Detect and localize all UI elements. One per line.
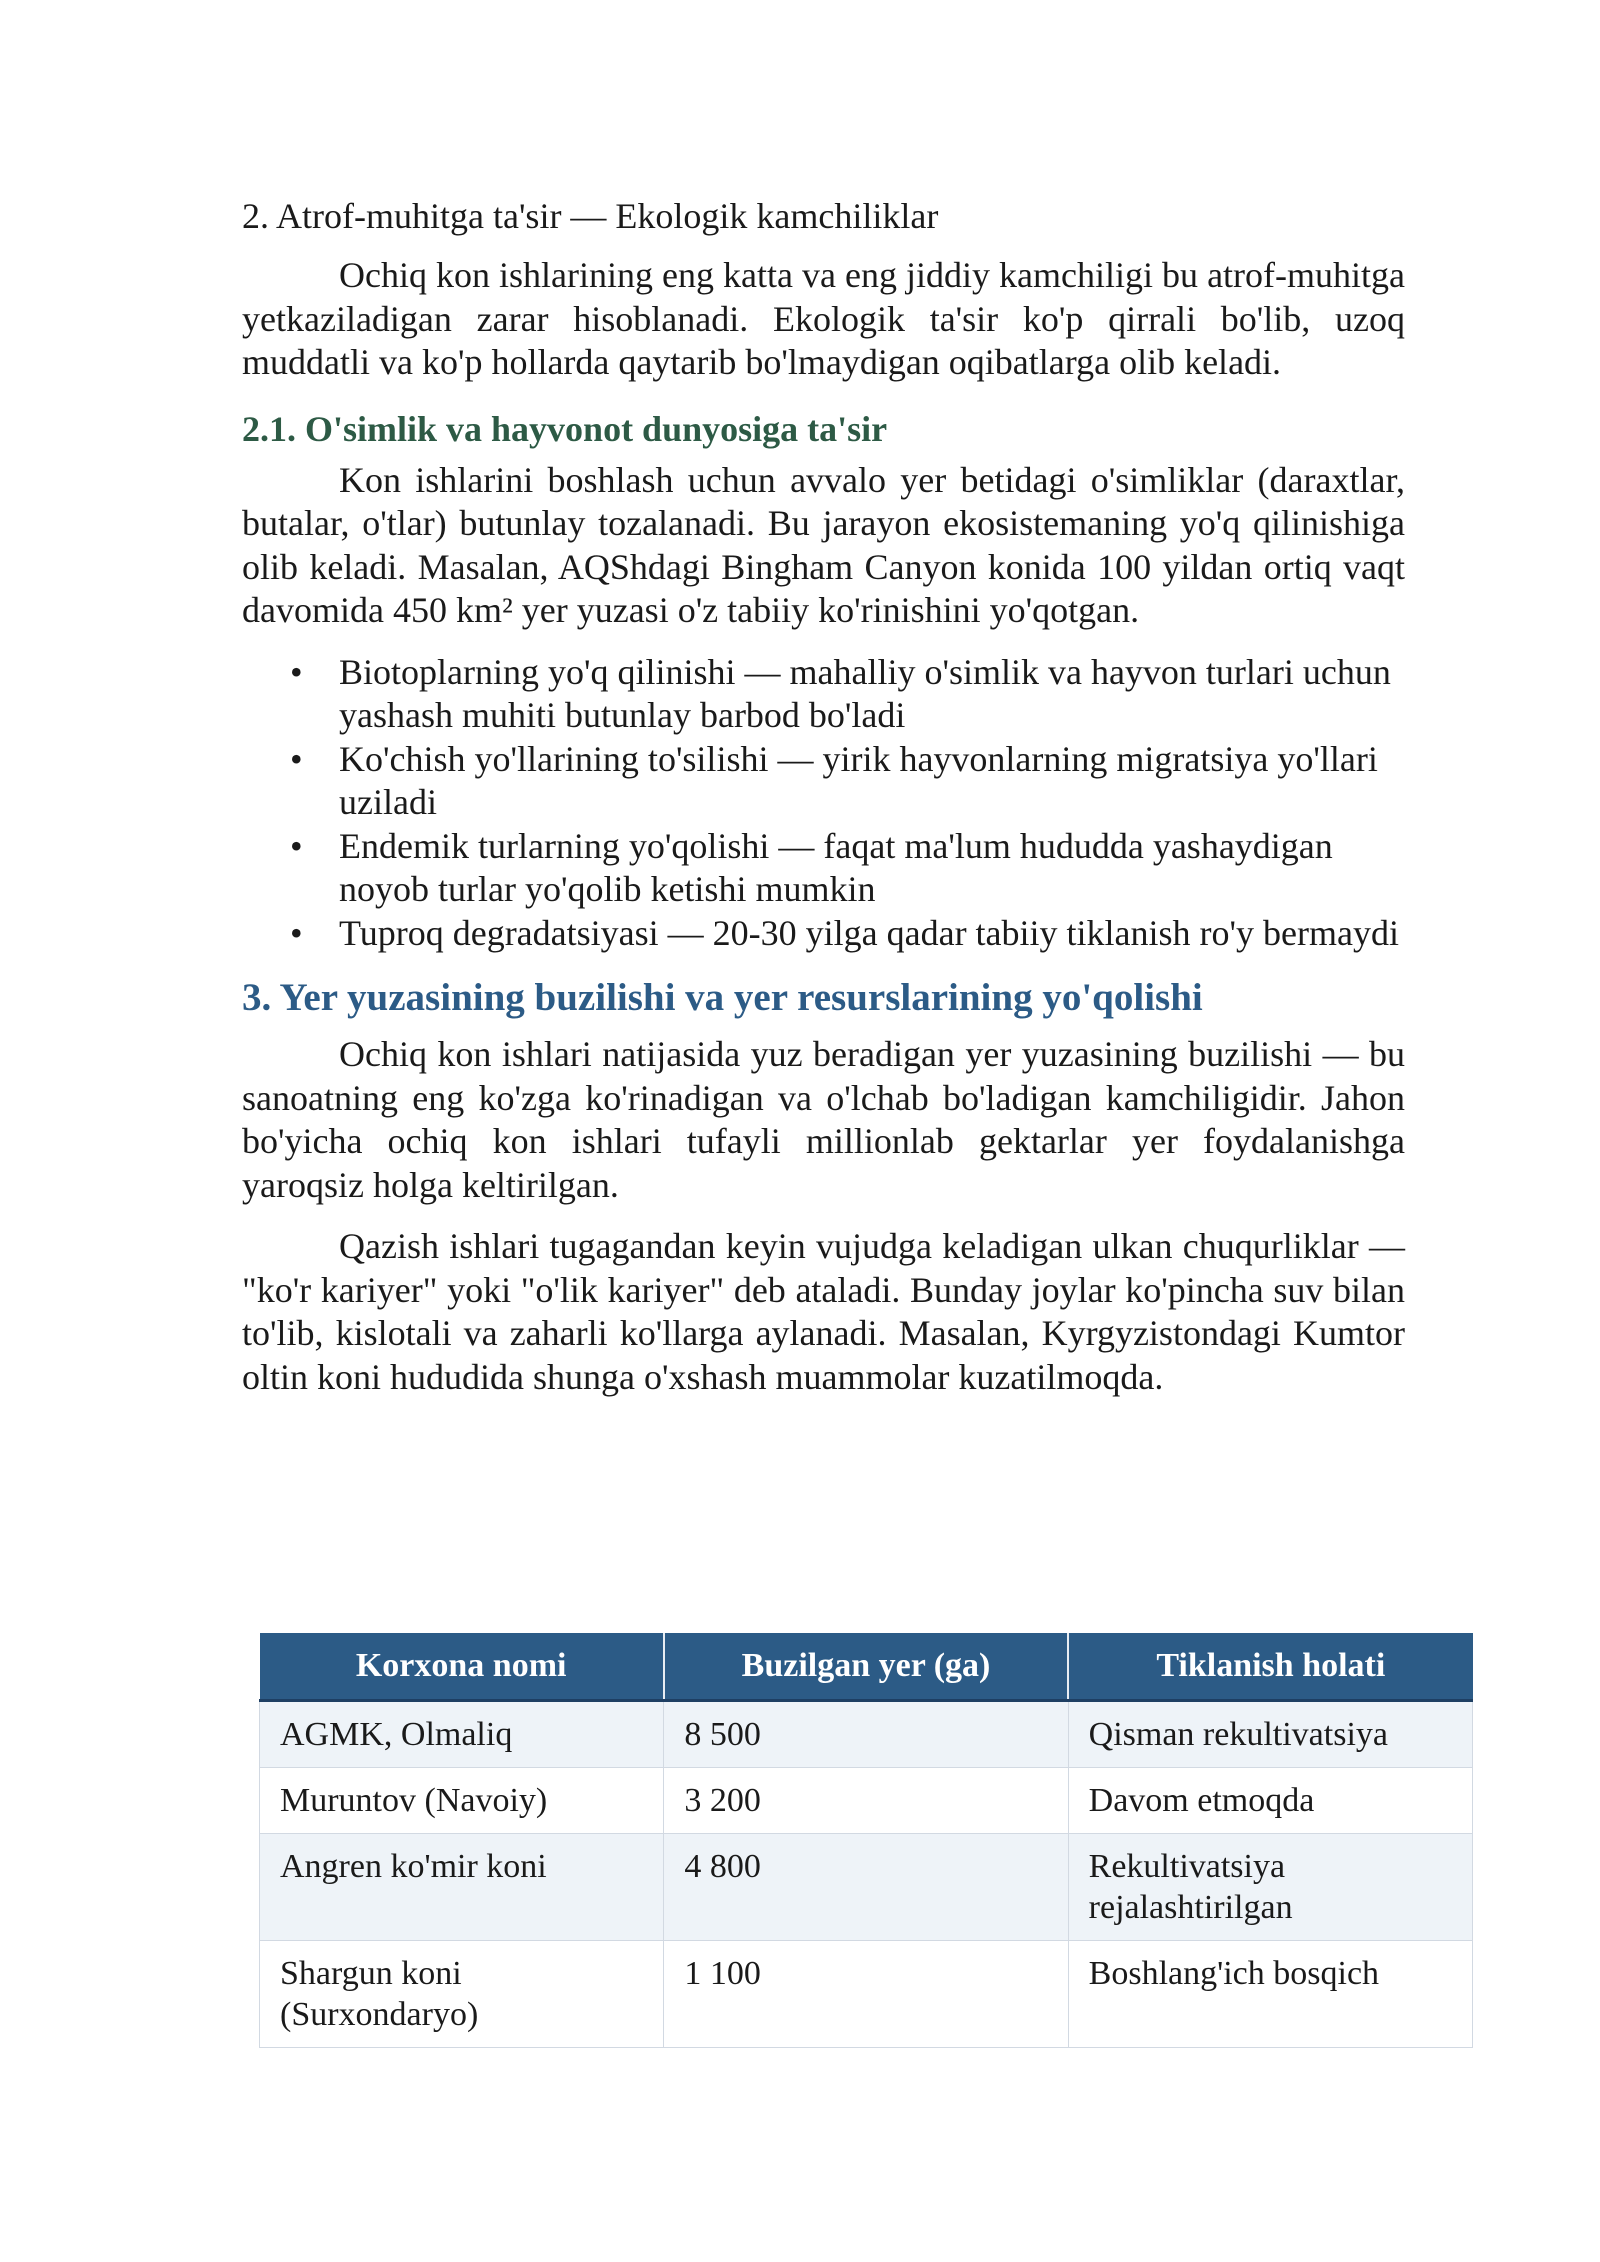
bullet-icon: •: [290, 825, 303, 866]
section-3-paragraph-2: Qazish ishlari tugagandan keyin vujudga keladigan ulkan chuqurliklar — "ko'r kariyer" yoki "o'lik kariyer" deb ataladi. Bunday joylar ko'pincha suv bilan to'lib, kislotali va zaharli ko'llarga aylanadi. Masalan, Kyrgyzistondagi Kumtor oltin koni hududida shunga o'xshash muammolar kuzatilmoqda.: [242, 1226, 1405, 1397]
table-cell: 3 200: [664, 1768, 1068, 1834]
bullet-icon: •: [290, 651, 303, 692]
list-item: [242, 651, 1409, 738]
table-cell: Shargun koni (Surxondaryo): [260, 1941, 664, 2048]
table-cell: Boshlang'ich bosqich: [1068, 1941, 1472, 2048]
table-cell: 4 800: [664, 1834, 1068, 1941]
impact-list: [242, 651, 1405, 956]
list-item-text: Endemik turlarning yo'qolishi — faqat ma'lum hududda yashaydigan noyob turlar yo'qolib ketishi mumkin: [339, 825, 1333, 909]
bullet-icon: •: [290, 912, 303, 953]
table-cell: Davom etmoqda: [1068, 1768, 1472, 1834]
list-item-text: Ko'chish yo'llarining to'silishi — yirik hayvonlarning migratsiya yo'llari uziladi: [339, 738, 1378, 822]
list-item: [242, 825, 1409, 912]
table-cell: 8 500: [664, 1701, 1068, 1768]
table-cell: AGMK, Olmaliq: [260, 1701, 664, 1768]
section-3-title: 3. Yer yuzasining buzilishi va yer resurslarining yo'qolishi: [242, 976, 1203, 1019]
table-cell: Rekultivatsiya rejalashtirilgan: [1068, 1834, 1472, 1941]
table-row: [260, 1941, 1473, 2048]
land-damage-table: [259, 1633, 1473, 2048]
table-row: [260, 1834, 1473, 1941]
table-cell: 1 100: [664, 1941, 1068, 2048]
table-header-cell: Buzilgan yer (ga): [664, 1633, 1068, 1701]
land-damage-table-wrapper: [259, 1633, 1473, 2048]
section-2-intro: Ochiq kon ishlarining eng katta va eng jiddiy kamchiligi bu atrof-muhitga yetkaziladigan zarar hisoblanadi. Ekologik ta'sir ko'p qirrali bo'lib, uzoq muddatli va ko'p hollarda qaytarib bo'lmaydigan oqibatlarga olib keladi.: [242, 255, 1405, 382]
table-cell: Muruntov (Navoiy): [260, 1768, 664, 1834]
document-page: [242, 190, 1405, 1417]
section-2-1-title: 2.1. O'simlik va hayvonot dunyosiga ta'sir: [242, 408, 888, 449]
table-header-row: [260, 1633, 1473, 1701]
list-item-text: Tuproq degradatsiyasi — 20-30 yilga qadar tabiiy tiklanish ro'y bermaydi: [339, 912, 1399, 953]
list-item: [242, 912, 1409, 956]
bullet-icon: •: [290, 738, 303, 779]
table-cell: Qisman rekultivatsiya: [1068, 1701, 1472, 1768]
table-header-cell: Korxona nomi: [260, 1633, 664, 1701]
table-cell: Angren ko'mir koni: [260, 1834, 664, 1941]
list-item: [242, 738, 1409, 825]
section-2-1-paragraph: Kon ishlarini boshlash uchun avvalo yer betidagi o'simliklar (daraxtlar, butalar, o'tlar) butunlay tozalanadi. Bu jarayon ekosistemaning yo'q qilinishiga olib keladi. Masalan, AQShdagi Bingham Canyon konida 100 yildan ortiq vaqt davomida 450 km² yer yuzasi o'z tabiiy ko'rinishini yo'qotgan.: [242, 459, 1405, 630]
table-header-cell: Tiklanish holati: [1068, 1633, 1472, 1701]
table-row: [260, 1701, 1473, 1768]
list-item-text: Biotoplarning yo'q qilinishi — mahalliy o'simlik va hayvon turlari uchun yashash muhiti butunlay barbod bo'ladi: [339, 651, 1391, 735]
table-row: [260, 1768, 1473, 1834]
section-3-paragraph-1: Ochiq kon ishlari natijasida yuz beradigan yer yuzasining buzilishi — bu sanoatning eng ko'zga ko'rinadigan va o'lchab bo'ladigan kamchiligidir. Jahon bo'yicha ochiq kon ishlari tufayli millionlab gektarlar yer foydalanishga yaroqsiz holga keltirilgan.: [242, 1034, 1405, 1205]
section-2-title: 2. Atrof-muhitga ta'sir — Ekologik kamchiliklar: [242, 196, 939, 236]
